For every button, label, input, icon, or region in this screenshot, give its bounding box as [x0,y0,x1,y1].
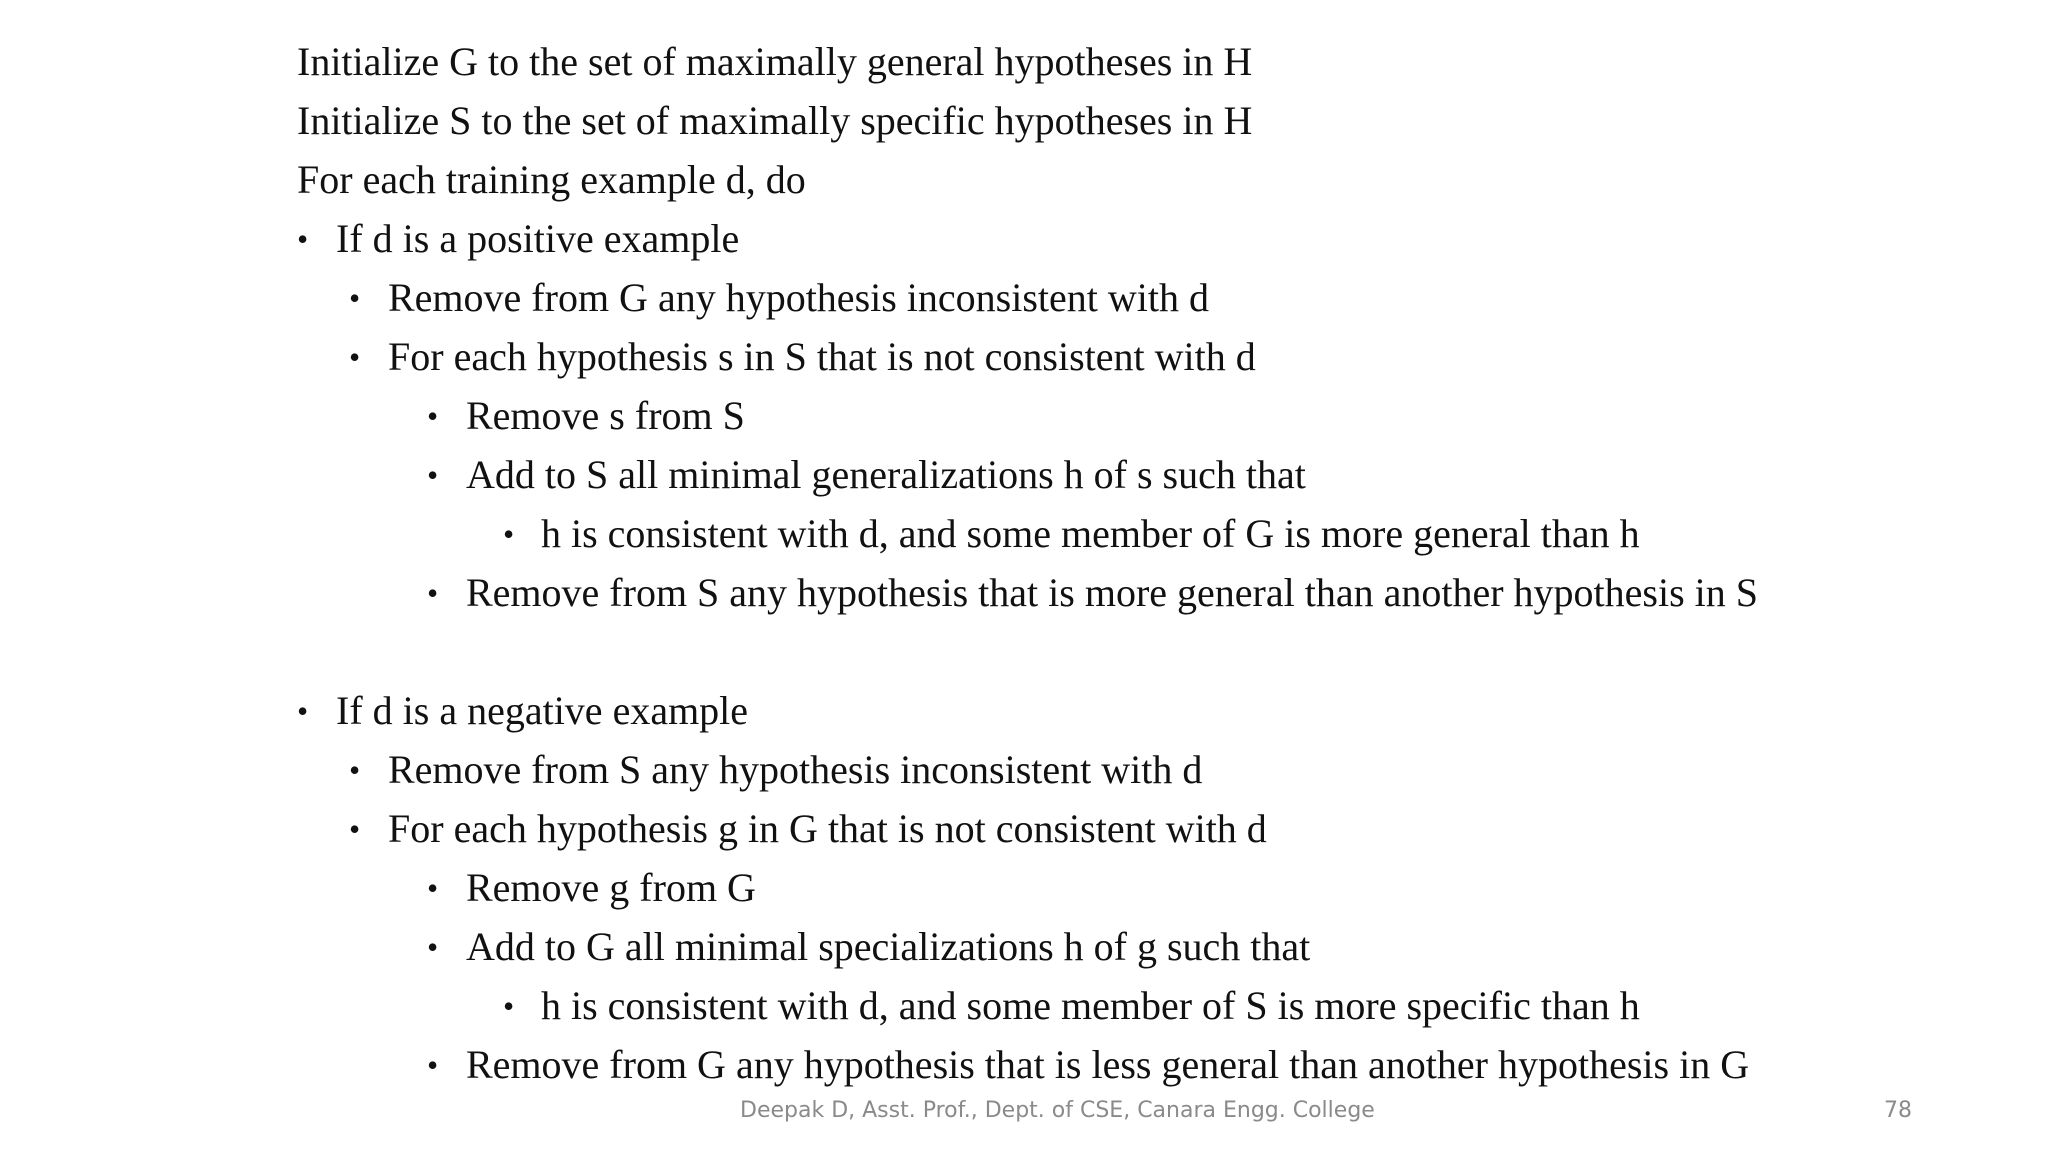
positive-add-s: Add to S all minimal generalizations h of s such that [466,452,1306,497]
positive-heading: If d is a positive example [336,216,740,261]
negative-remove-g: Remove g from G [466,865,756,910]
bullet-level2: • [349,280,361,316]
bullet-level4: • [503,516,515,552]
bullet-level1-negative: • [297,693,309,729]
intro-line-2: Initialize S to the set of maximally specific hypotheses in H [297,98,1253,143]
bullet-level2: • [349,752,361,788]
slide-number: 78 [1884,1098,1912,1123]
negative-condition: h is consistent with d, and some member of S is more specific than h [541,983,1640,1028]
intro-line-1: Initialize G to the set of maximally general hypotheses in H [297,39,1253,84]
negative-for-each-g: For each hypothesis g in G that is not consistent with d [388,806,1267,851]
positive-remove-s: Remove s from S [466,393,745,438]
footer-credit: Deepak D, Asst. Prof., Dept. of CSE, Canara Engg. College [740,1098,1375,1123]
negative-heading: If d is a negative example [336,688,749,733]
bullet-level4: • [503,988,515,1024]
bullet-level2: • [349,811,361,847]
bullet-level3: • [427,457,439,493]
bullet-level3: • [427,870,439,906]
intro-line-3: For each training example d, do [297,157,806,202]
negative-add-g: Add to G all minimal specializations h of g such that [466,924,1311,969]
bullet-level3: • [427,929,439,965]
positive-remove-g: Remove from G any hypothesis inconsistent with d [388,275,1210,320]
negative-prune-g: Remove from G any hypothesis that is less general than another hypothesis in G [466,1042,1750,1087]
bullet-level2: • [349,339,361,375]
bullet-level3: • [427,575,439,611]
positive-condition: h is consistent with d, and some member of G is more general than h [541,511,1640,556]
positive-prune-s: Remove from S any hypothesis that is more general than another hypothesis in S [466,570,1758,615]
bullet-level1-positive: • [297,221,309,257]
positive-for-each-s: For each hypothesis s in S that is not consistent with d [388,334,1256,379]
bullet-level3: • [427,398,439,434]
bullet-level3: • [427,1047,439,1083]
negative-remove-s: Remove from S any hypothesis inconsistent with d [388,747,1203,792]
